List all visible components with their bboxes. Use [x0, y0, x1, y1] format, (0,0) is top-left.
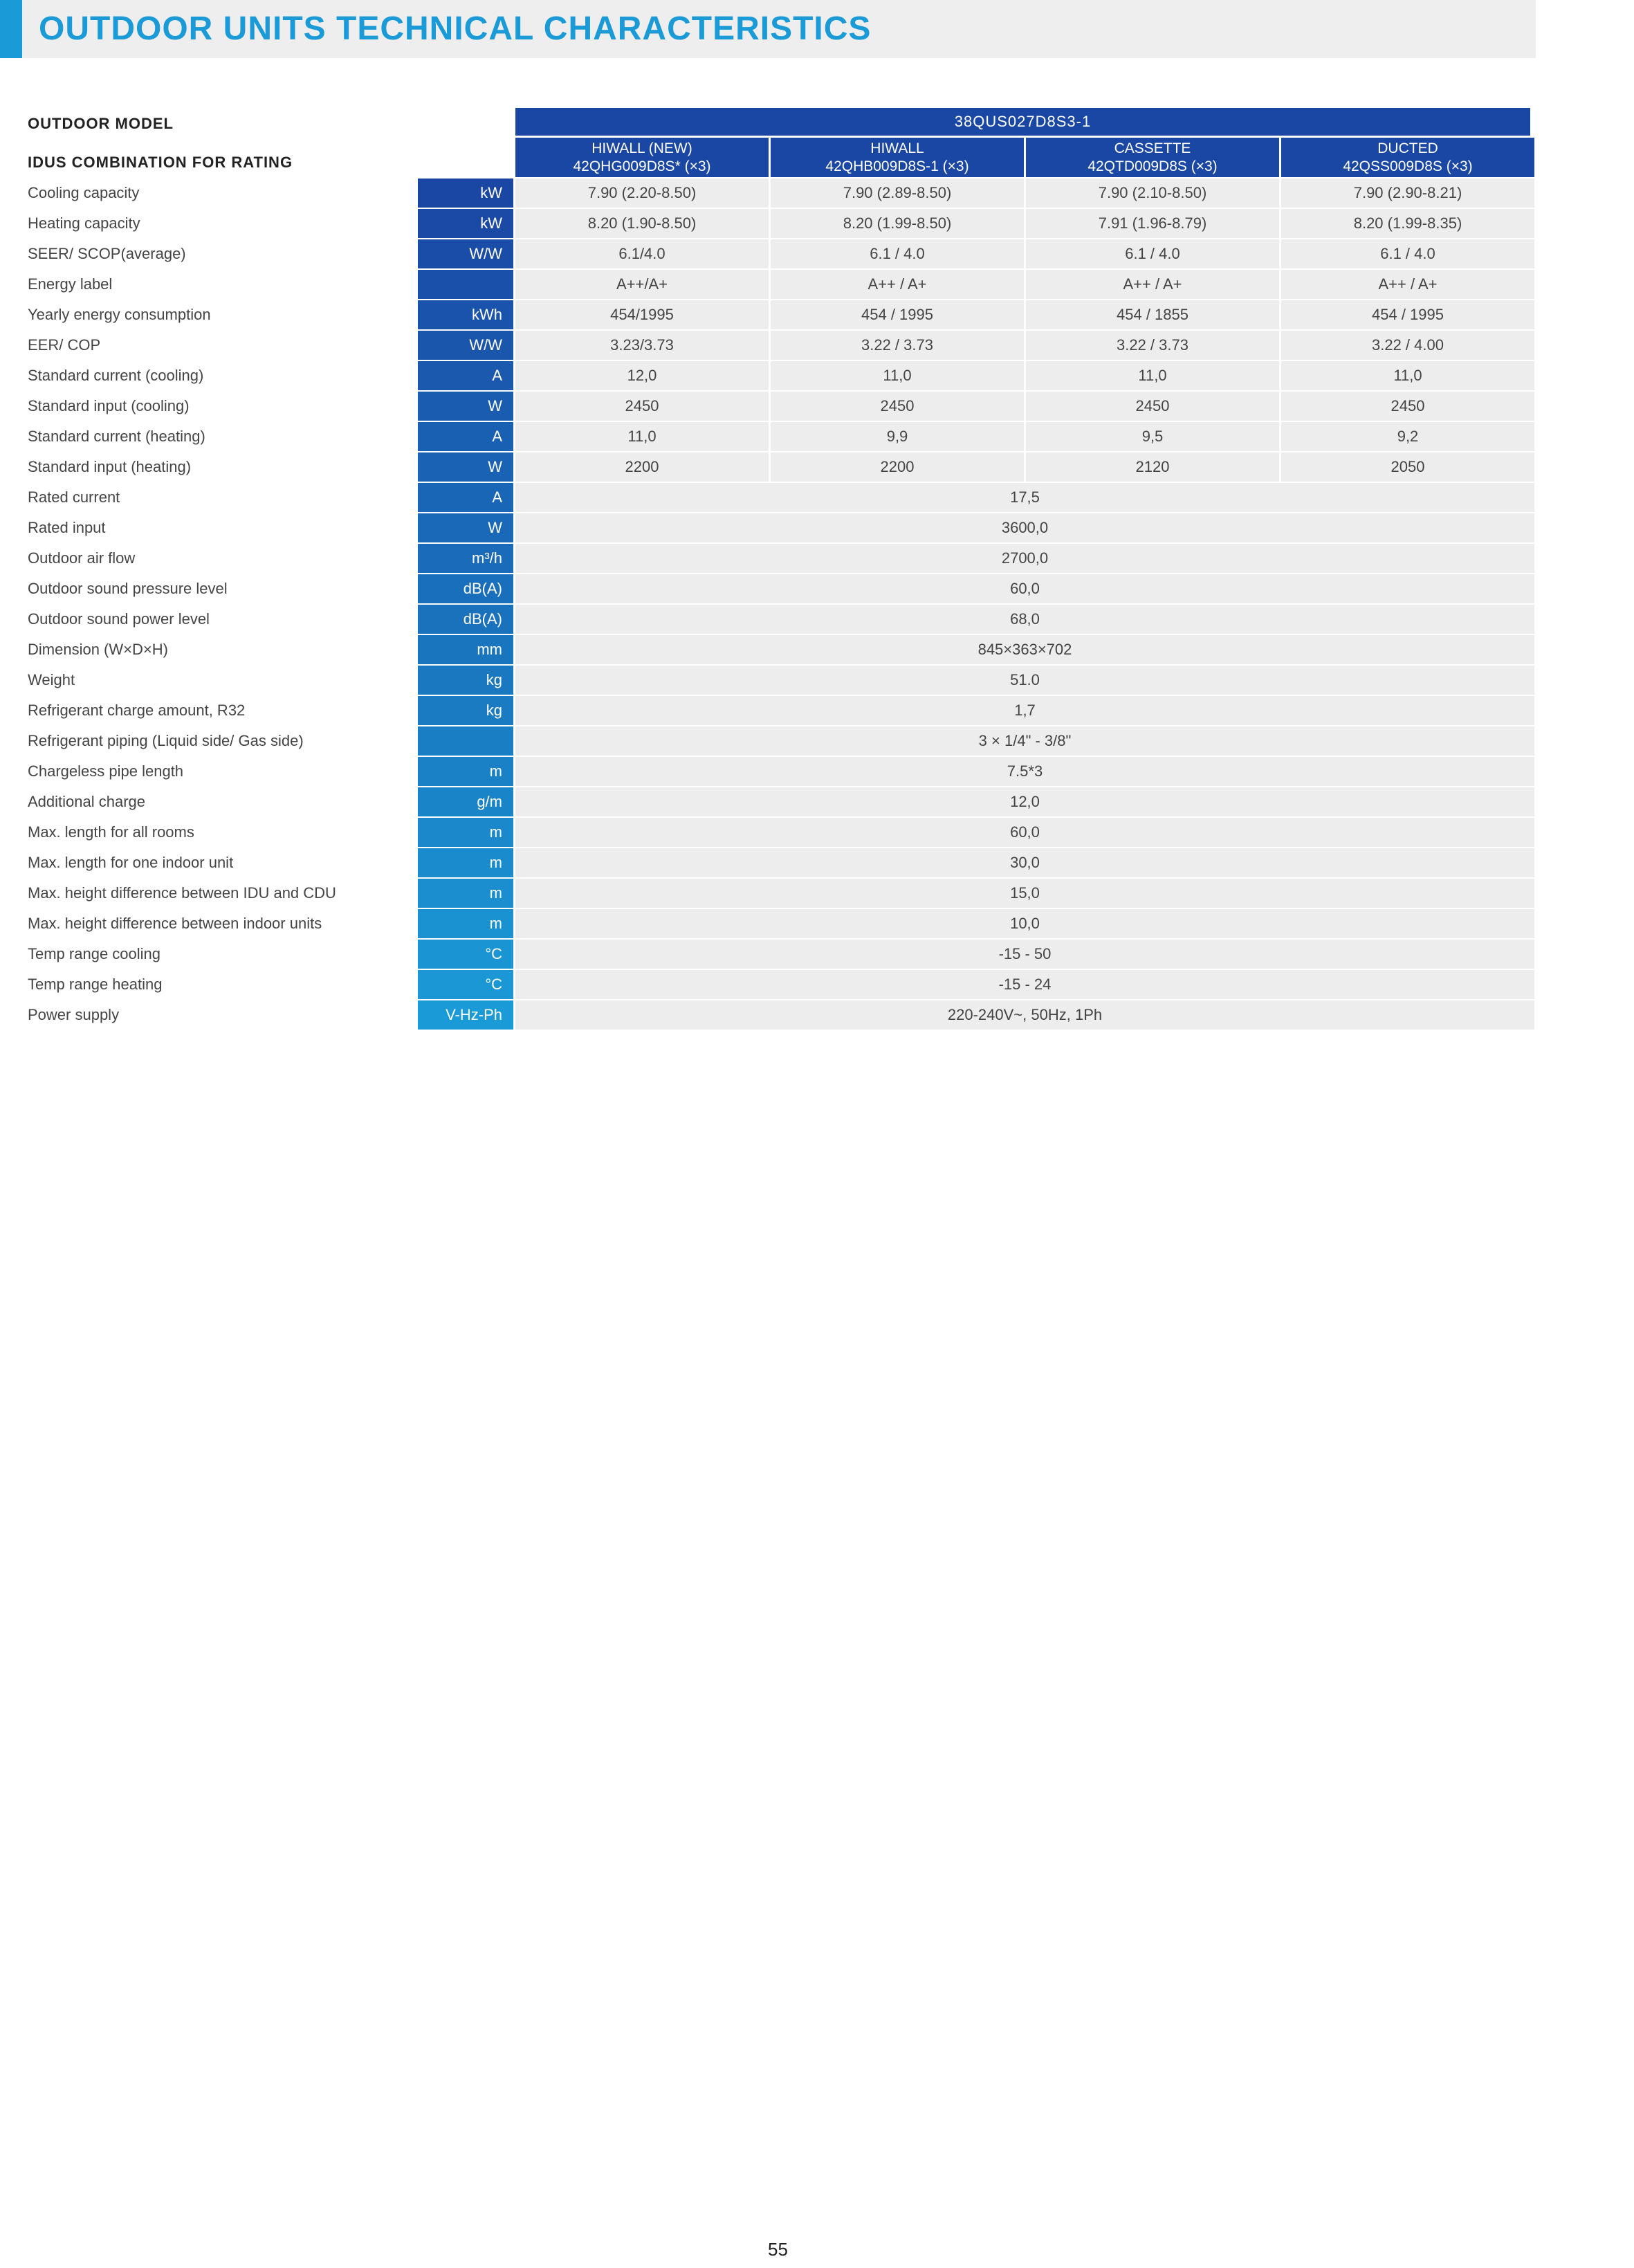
row-value: 17,5	[515, 483, 1534, 512]
row-unit: m	[418, 879, 513, 908]
column-header-name: DUCTED	[1377, 140, 1438, 156]
row-value: 60,0	[515, 818, 1534, 847]
row-unit: W/W	[418, 239, 513, 268]
row-value: 9,2	[1281, 422, 1534, 451]
idus-combination-label: IDUS COMBINATION FOR RATING	[28, 154, 293, 171]
column-header-model: 42QHG009D8S* (×3)	[573, 158, 711, 174]
row-value: 60,0	[515, 574, 1534, 603]
row-label: Max. length for one indoor unit	[28, 854, 234, 871]
row-value: A++ / A+	[771, 270, 1024, 299]
row-value: A++ / A+	[1026, 270, 1279, 299]
row-label: Heating capacity	[28, 214, 140, 232]
row-value: 454 / 1995	[1281, 300, 1534, 329]
row-value: 2200	[515, 452, 769, 482]
row-label: Standard current (cooling)	[28, 367, 204, 384]
table-row	[0, 361, 1536, 390]
row-unit: A	[418, 483, 513, 512]
row-value: 3.22 / 3.73	[771, 331, 1024, 360]
row-value: 11,0	[771, 361, 1024, 390]
column-header-name: HIWALL (NEW)	[591, 140, 692, 156]
table-row	[0, 879, 1536, 908]
row-value: 2200	[771, 452, 1024, 482]
column-header-model: 42QTD009D8S (×3)	[1087, 158, 1218, 174]
row-value: 3 × 1/4" - 3/8"	[515, 726, 1534, 756]
table-row	[0, 726, 1536, 756]
row-value: 11,0	[515, 422, 769, 451]
row-value: 15,0	[515, 879, 1534, 908]
row-value: 68,0	[515, 605, 1534, 634]
table-row	[0, 452, 1536, 482]
column-header	[515, 138, 769, 177]
row-unit: m	[418, 757, 513, 786]
row-value: 7.91 (1.96-8.79)	[1026, 209, 1279, 238]
table-row	[0, 848, 1536, 877]
row-value: 6.1 / 4.0	[1026, 239, 1279, 268]
row-value: 11,0	[1281, 361, 1534, 390]
row-unit: m	[418, 848, 513, 877]
column-header-name: CASSETTE	[1114, 140, 1191, 156]
row-value: 2450	[515, 392, 769, 421]
table-row	[0, 1000, 1536, 1030]
table-row	[0, 483, 1536, 512]
table-row	[0, 666, 1536, 695]
row-label: SEER/ SCOP(average)	[28, 245, 186, 262]
table-row	[0, 422, 1536, 451]
table-row	[0, 544, 1536, 573]
row-unit: kW	[418, 179, 513, 208]
row-value: 7.90 (2.20-8.50)	[515, 179, 769, 208]
row-value: 454 / 1855	[1026, 300, 1279, 329]
table-row	[0, 787, 1536, 816]
row-value: 30,0	[515, 848, 1534, 877]
column-header	[1281, 138, 1534, 177]
row-value: 1,7	[515, 696, 1534, 725]
row-unit: dB(A)	[418, 605, 513, 634]
row-value: A++ / A+	[1281, 270, 1534, 299]
row-value: 7.90 (2.89-8.50)	[771, 179, 1024, 208]
row-unit: m	[418, 818, 513, 847]
row-label: Max. length for all rooms	[28, 823, 194, 841]
row-value: 8.20 (1.99-8.50)	[771, 209, 1024, 238]
column-header-model: 42QSS009D8S (×3)	[1343, 158, 1473, 174]
row-value: A++/A+	[515, 270, 769, 299]
row-value: 3.22 / 4.00	[1281, 331, 1534, 360]
column-header	[1026, 138, 1279, 177]
row-unit: m³/h	[418, 544, 513, 573]
row-value: 6.1 / 4.0	[1281, 239, 1534, 268]
row-unit: W/W	[418, 331, 513, 360]
table-row	[0, 270, 1536, 299]
row-value: 8.20 (1.90-8.50)	[515, 209, 769, 238]
column-header	[771, 138, 1024, 177]
table-row	[0, 179, 1536, 208]
row-value: 9,9	[771, 422, 1024, 451]
row-value: 3.22 / 3.73	[1026, 331, 1279, 360]
row-value: 2450	[771, 392, 1024, 421]
table-row	[0, 513, 1536, 542]
row-label: Refrigerant piping (Liquid side/ Gas side)	[28, 732, 304, 749]
row-unit: A	[418, 422, 513, 451]
row-label: EER/ COP	[28, 336, 101, 354]
row-unit	[418, 726, 513, 756]
table-row	[0, 970, 1536, 999]
table-row	[0, 605, 1536, 634]
row-unit: kWh	[418, 300, 513, 329]
row-unit: kW	[418, 209, 513, 238]
row-value: 3.23/3.73	[515, 331, 769, 360]
row-unit: g/m	[418, 787, 513, 816]
page-title: OUTDOOR UNITS TECHNICAL CHARACTERISTICS	[39, 10, 872, 47]
table-row	[0, 209, 1536, 238]
row-value: 8.20 (1.99-8.35)	[1281, 209, 1534, 238]
page-number: 55	[768, 2239, 788, 2260]
table-row	[0, 818, 1536, 847]
row-value: 454/1995	[515, 300, 769, 329]
row-label: Outdoor sound power level	[28, 610, 210, 628]
title-bar	[0, 0, 1536, 58]
row-value: 9,5	[1026, 422, 1279, 451]
row-value: 12,0	[515, 787, 1534, 816]
row-value: 454 / 1995	[771, 300, 1024, 329]
row-unit: V-Hz-Ph	[418, 1000, 513, 1030]
column-header-model: 42QHB009D8S-1 (×3)	[825, 158, 969, 174]
row-unit: kg	[418, 666, 513, 695]
row-value: 2450	[1026, 392, 1279, 421]
row-value: 2120	[1026, 452, 1279, 482]
row-value: 12,0	[515, 361, 769, 390]
row-label: Max. height difference between indoor units	[28, 915, 322, 932]
title-accent	[0, 0, 22, 58]
row-value: 7.90 (2.90-8.21)	[1281, 179, 1534, 208]
row-value: 7.90 (2.10-8.50)	[1026, 179, 1279, 208]
row-unit: W	[418, 452, 513, 482]
row-value: -15 - 24	[515, 970, 1534, 999]
row-label: Dimension (W×D×H)	[28, 641, 168, 658]
row-unit	[418, 270, 513, 299]
row-value: 10,0	[515, 909, 1534, 938]
row-value: 3600,0	[515, 513, 1534, 542]
table-row	[0, 940, 1536, 969]
row-value: 6.1/4.0	[515, 239, 769, 268]
table-row	[0, 757, 1536, 786]
row-value: 51.0	[515, 666, 1534, 695]
row-unit: mm	[418, 635, 513, 664]
row-label: Cooling capacity	[28, 184, 140, 201]
row-label: Rated input	[28, 519, 106, 536]
row-label: Energy label	[28, 275, 113, 293]
table-row	[0, 300, 1536, 329]
row-label: Weight	[28, 671, 75, 688]
row-label: Additional charge	[28, 793, 146, 810]
row-value: 2450	[1281, 392, 1534, 421]
table-row	[0, 909, 1536, 938]
row-value: 2050	[1281, 452, 1534, 482]
table-row	[0, 239, 1536, 268]
row-label: Temp range heating	[28, 976, 163, 993]
row-unit: kg	[418, 696, 513, 725]
row-value: 845×363×702	[515, 635, 1534, 664]
row-unit: A	[418, 361, 513, 390]
row-label: Rated current	[28, 488, 120, 506]
row-label: Standard input (heating)	[28, 458, 192, 475]
row-unit: °C	[418, 940, 513, 969]
row-unit: m	[418, 909, 513, 938]
row-value: 11,0	[1026, 361, 1279, 390]
row-value: -15 - 50	[515, 940, 1534, 969]
row-unit: °C	[418, 970, 513, 999]
table-row	[0, 331, 1536, 360]
row-label: Power supply	[28, 1006, 120, 1023]
row-value: 7.5*3	[515, 757, 1534, 786]
outdoor-model-header: 38QUS027D8S3-1	[515, 108, 1530, 136]
row-label: Yearly energy consumption	[28, 306, 211, 323]
row-label: Standard current (heating)	[28, 428, 205, 445]
outdoor-model-label: OUTDOOR MODEL	[28, 115, 174, 132]
row-unit: W	[418, 392, 513, 421]
table-row	[0, 392, 1536, 421]
row-value: 2700,0	[515, 544, 1534, 573]
row-label: Temp range cooling	[28, 945, 161, 962]
row-label: Outdoor air flow	[28, 549, 136, 567]
row-unit: dB(A)	[418, 574, 513, 603]
row-unit: W	[418, 513, 513, 542]
row-value: 220-240V~, 50Hz, 1Ph	[515, 1000, 1534, 1030]
row-label: Chargeless pipe length	[28, 762, 184, 780]
row-label: Standard input (cooling)	[28, 397, 190, 414]
table-row	[0, 635, 1536, 664]
column-header-name: HIWALL	[870, 140, 924, 156]
row-label: Outdoor sound pressure level	[28, 580, 228, 597]
table-row	[0, 696, 1536, 725]
row-value: 6.1 / 4.0	[771, 239, 1024, 268]
table-row	[0, 574, 1536, 603]
row-label: Refrigerant charge amount, R32	[28, 702, 246, 719]
row-label: Max. height difference between IDU and CDU	[28, 884, 336, 902]
